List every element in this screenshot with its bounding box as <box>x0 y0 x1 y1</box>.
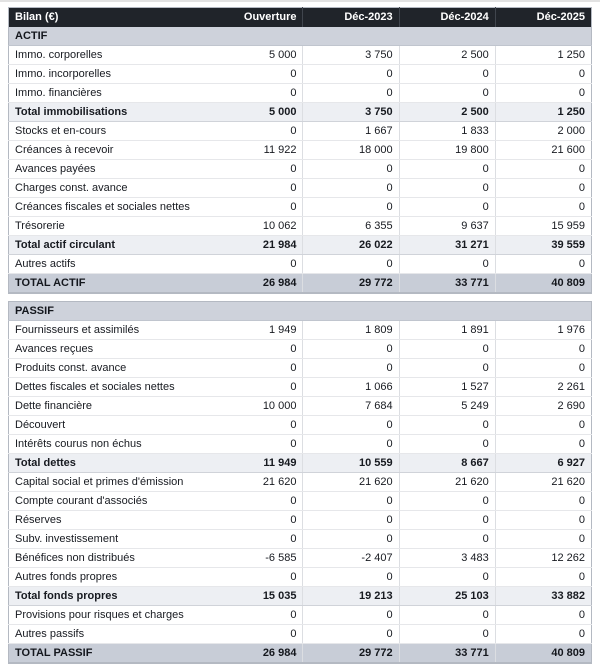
cell-value: 0 <box>207 511 303 530</box>
cell-value: 0 <box>303 568 399 587</box>
row-label: Avances payées <box>9 160 207 179</box>
row-label: Autres actifs <box>9 255 207 274</box>
cell-value: 0 <box>207 359 303 378</box>
row-label: Trésorerie <box>9 217 207 236</box>
row-label: Autres passifs <box>9 625 207 644</box>
cell-value: -6 585 <box>207 549 303 568</box>
table-row <box>9 606 592 625</box>
cell-value: 0 <box>207 340 303 359</box>
row-label: Dettes fiscales et sociales nettes <box>9 378 207 397</box>
table-row <box>9 217 592 236</box>
cell-value: 11 949 <box>207 454 303 473</box>
table-row <box>9 416 592 435</box>
table-row <box>9 255 592 274</box>
cell-value: 2 500 <box>399 103 495 122</box>
table-row <box>9 141 592 160</box>
cell-value: 21 600 <box>495 141 591 160</box>
cell-value: 25 103 <box>399 587 495 606</box>
row-label: Créances fiscales et sociales nettes <box>9 198 207 217</box>
table-row <box>9 568 592 587</box>
cell-value: 0 <box>303 606 399 625</box>
balance-sheet-actif-table <box>8 7 592 294</box>
cell-value: 0 <box>399 198 495 217</box>
cell-value: 1 976 <box>495 321 591 340</box>
table-header <box>9 8 592 28</box>
cell-value: 0 <box>399 340 495 359</box>
row-label: Réserves <box>9 511 207 530</box>
cell-value: 2 000 <box>495 122 591 141</box>
cell-value: 19 800 <box>399 141 495 160</box>
passif-section-body <box>9 302 592 664</box>
table-row <box>9 435 592 454</box>
table-row <box>9 340 592 359</box>
cell-value: 0 <box>207 606 303 625</box>
table-row <box>9 397 592 416</box>
row-label: Autres fonds propres <box>9 568 207 587</box>
cell-value: 0 <box>207 530 303 549</box>
row-label: Total immobilisations <box>9 103 207 122</box>
cell-value: 0 <box>495 511 591 530</box>
cell-value: 0 <box>495 160 591 179</box>
cell-value: 0 <box>399 568 495 587</box>
cell-value: 0 <box>495 179 591 198</box>
cell-value: 0 <box>207 568 303 587</box>
cell-value: 39 559 <box>495 236 591 255</box>
section-title: ACTIF <box>9 27 592 46</box>
table-row <box>9 321 592 340</box>
cell-value: 0 <box>495 416 591 435</box>
table-row <box>9 549 592 568</box>
cell-value: 18 000 <box>303 141 399 160</box>
cell-value: 1 527 <box>399 378 495 397</box>
cell-value: 2 690 <box>495 397 591 416</box>
cell-value: 3 750 <box>303 103 399 122</box>
section-title: PASSIF <box>9 302 592 321</box>
column-header-dec-2025: Déc-2025 <box>495 8 591 28</box>
table-row <box>9 530 592 549</box>
cell-value: 0 <box>495 492 591 511</box>
cell-value: 12 262 <box>495 549 591 568</box>
header-row <box>9 8 592 28</box>
cell-value: 0 <box>399 492 495 511</box>
cell-value: 0 <box>303 492 399 511</box>
cell-value: 40 809 <box>495 274 591 294</box>
cell-value: 1 809 <box>303 321 399 340</box>
row-label: Provisions pour risques et charges <box>9 606 207 625</box>
cell-value: 0 <box>495 340 591 359</box>
table-row <box>9 198 592 217</box>
cell-value: 0 <box>399 435 495 454</box>
table-row <box>9 103 592 122</box>
cell-value: 5 000 <box>207 103 303 122</box>
cell-value: 0 <box>495 198 591 217</box>
cell-value: 0 <box>207 179 303 198</box>
cell-value: -2 407 <box>303 549 399 568</box>
cell-value: 0 <box>399 255 495 274</box>
cell-value: 21 620 <box>399 473 495 492</box>
cell-value: 5 000 <box>207 46 303 65</box>
cell-value: 0 <box>399 179 495 198</box>
cell-value: 0 <box>303 65 399 84</box>
cell-value: 0 <box>303 160 399 179</box>
cell-value: 0 <box>495 625 591 644</box>
cell-value: 0 <box>303 359 399 378</box>
row-label: Capital social et primes d'émission <box>9 473 207 492</box>
cell-value: 6 355 <box>303 217 399 236</box>
cell-value: 0 <box>207 84 303 103</box>
cell-value: 0 <box>303 625 399 644</box>
table-row <box>9 84 592 103</box>
table-row <box>9 160 592 179</box>
table-row <box>9 236 592 255</box>
row-label: Stocks et en-cours <box>9 122 207 141</box>
section-header-row <box>9 27 592 46</box>
cell-value: 29 772 <box>303 274 399 294</box>
cell-value: 10 062 <box>207 217 303 236</box>
cell-value: 21 620 <box>495 473 591 492</box>
cell-value: 0 <box>495 530 591 549</box>
row-label: Immo. corporelles <box>9 46 207 65</box>
cell-value: 1 250 <box>495 103 591 122</box>
balance-sheet <box>8 7 592 664</box>
cell-value: 0 <box>207 435 303 454</box>
row-label: Créances à recevoir <box>9 141 207 160</box>
row-label: Total dettes <box>9 454 207 473</box>
table-row <box>9 511 592 530</box>
table-row <box>9 492 592 511</box>
cell-value: 0 <box>303 435 399 454</box>
cell-value: 0 <box>207 625 303 644</box>
cell-value: 1 891 <box>399 321 495 340</box>
cell-value: 26 022 <box>303 236 399 255</box>
cell-value: 0 <box>495 568 591 587</box>
column-header-dec-2024: Déc-2024 <box>399 8 495 28</box>
cell-value: 0 <box>495 435 591 454</box>
row-label: Fournisseurs et assimilés <box>9 321 207 340</box>
cell-value: 0 <box>495 84 591 103</box>
cell-value: 0 <box>207 255 303 274</box>
cell-value: 10 000 <box>207 397 303 416</box>
cell-value: 29 772 <box>303 644 399 664</box>
cell-value: 2 500 <box>399 46 495 65</box>
cell-value: 0 <box>399 84 495 103</box>
cell-value: 15 035 <box>207 587 303 606</box>
cell-value: 0 <box>303 198 399 217</box>
section-header-row <box>9 302 592 321</box>
table-row <box>9 122 592 141</box>
table-row <box>9 359 592 378</box>
cell-value: 19 213 <box>303 587 399 606</box>
balance-sheet-passif-table <box>8 301 592 664</box>
table-title: Bilan (€) <box>9 8 207 28</box>
row-label: TOTAL PASSIF <box>9 644 207 664</box>
row-label: Total actif circulant <box>9 236 207 255</box>
table-row <box>9 644 592 664</box>
cell-value: 0 <box>207 122 303 141</box>
page-top-divider <box>0 0 600 2</box>
cell-value: 26 984 <box>207 274 303 294</box>
cell-value: 9 637 <box>399 217 495 236</box>
cell-value: 0 <box>399 606 495 625</box>
cell-value: 0 <box>303 179 399 198</box>
table-row <box>9 454 592 473</box>
cell-value: 10 559 <box>303 454 399 473</box>
table-row <box>9 46 592 65</box>
row-label: TOTAL ACTIF <box>9 274 207 294</box>
cell-value: 33 771 <box>399 644 495 664</box>
cell-value: 0 <box>495 255 591 274</box>
cell-value: 1 066 <box>303 378 399 397</box>
cell-value: 0 <box>207 416 303 435</box>
row-label: Charges const. avance <box>9 179 207 198</box>
cell-value: 5 249 <box>399 397 495 416</box>
cell-value: 8 667 <box>399 454 495 473</box>
cell-value: 7 684 <box>303 397 399 416</box>
cell-value: 0 <box>399 530 495 549</box>
cell-value: 26 984 <box>207 644 303 664</box>
cell-value: 0 <box>495 606 591 625</box>
cell-value: 1 833 <box>399 122 495 141</box>
row-label: Dette financière <box>9 397 207 416</box>
cell-value: 0 <box>495 359 591 378</box>
cell-value: 0 <box>399 65 495 84</box>
cell-value: 0 <box>303 340 399 359</box>
cell-value: 15 959 <box>495 217 591 236</box>
cell-value: 11 922 <box>207 141 303 160</box>
row-label: Immo. incorporelles <box>9 65 207 84</box>
table-row <box>9 625 592 644</box>
cell-value: 0 <box>207 160 303 179</box>
cell-value: 3 483 <box>399 549 495 568</box>
cell-value: 0 <box>207 378 303 397</box>
row-label: Total fonds propres <box>9 587 207 606</box>
cell-value: 33 882 <box>495 587 591 606</box>
cell-value: 21 620 <box>303 473 399 492</box>
row-label: Produits const. avance <box>9 359 207 378</box>
cell-value: 0 <box>303 530 399 549</box>
row-label: Immo. financières <box>9 84 207 103</box>
cell-value: 0 <box>207 65 303 84</box>
cell-value: 6 927 <box>495 454 591 473</box>
cell-value: 21 984 <box>207 236 303 255</box>
table-row <box>9 473 592 492</box>
table-row <box>9 587 592 606</box>
cell-value: 0 <box>207 198 303 217</box>
row-label: Subv. investissement <box>9 530 207 549</box>
cell-value: 3 750 <box>303 46 399 65</box>
row-label: Découvert <box>9 416 207 435</box>
row-label: Intérêts courus non échus <box>9 435 207 454</box>
cell-value: 2 261 <box>495 378 591 397</box>
cell-value: 0 <box>207 492 303 511</box>
cell-value: 33 771 <box>399 274 495 294</box>
cell-value: 0 <box>399 359 495 378</box>
cell-value: 1 667 <box>303 122 399 141</box>
row-label: Bénéfices non distribués <box>9 549 207 568</box>
cell-value: 0 <box>399 625 495 644</box>
cell-value: 31 271 <box>399 236 495 255</box>
cell-value: 40 809 <box>495 644 591 664</box>
cell-value: 0 <box>303 416 399 435</box>
actif-section-body <box>9 27 592 293</box>
cell-value: 0 <box>303 255 399 274</box>
column-header-dec-2023: Déc-2023 <box>303 8 399 28</box>
table-row <box>9 65 592 84</box>
row-label: Avances reçues <box>9 340 207 359</box>
row-label: Compte courant d'associés <box>9 492 207 511</box>
cell-value: 1 949 <box>207 321 303 340</box>
cell-value: 0 <box>399 160 495 179</box>
section-spacer <box>8 294 592 301</box>
cell-value: 0 <box>399 511 495 530</box>
cell-value: 21 620 <box>207 473 303 492</box>
cell-value: 0 <box>399 416 495 435</box>
column-header-ouverture: Ouverture <box>207 8 303 28</box>
cell-value: 0 <box>303 511 399 530</box>
table-row <box>9 274 592 294</box>
table-row <box>9 378 592 397</box>
table-row <box>9 179 592 198</box>
cell-value: 0 <box>495 65 591 84</box>
cell-value: 1 250 <box>495 46 591 65</box>
cell-value: 0 <box>303 84 399 103</box>
